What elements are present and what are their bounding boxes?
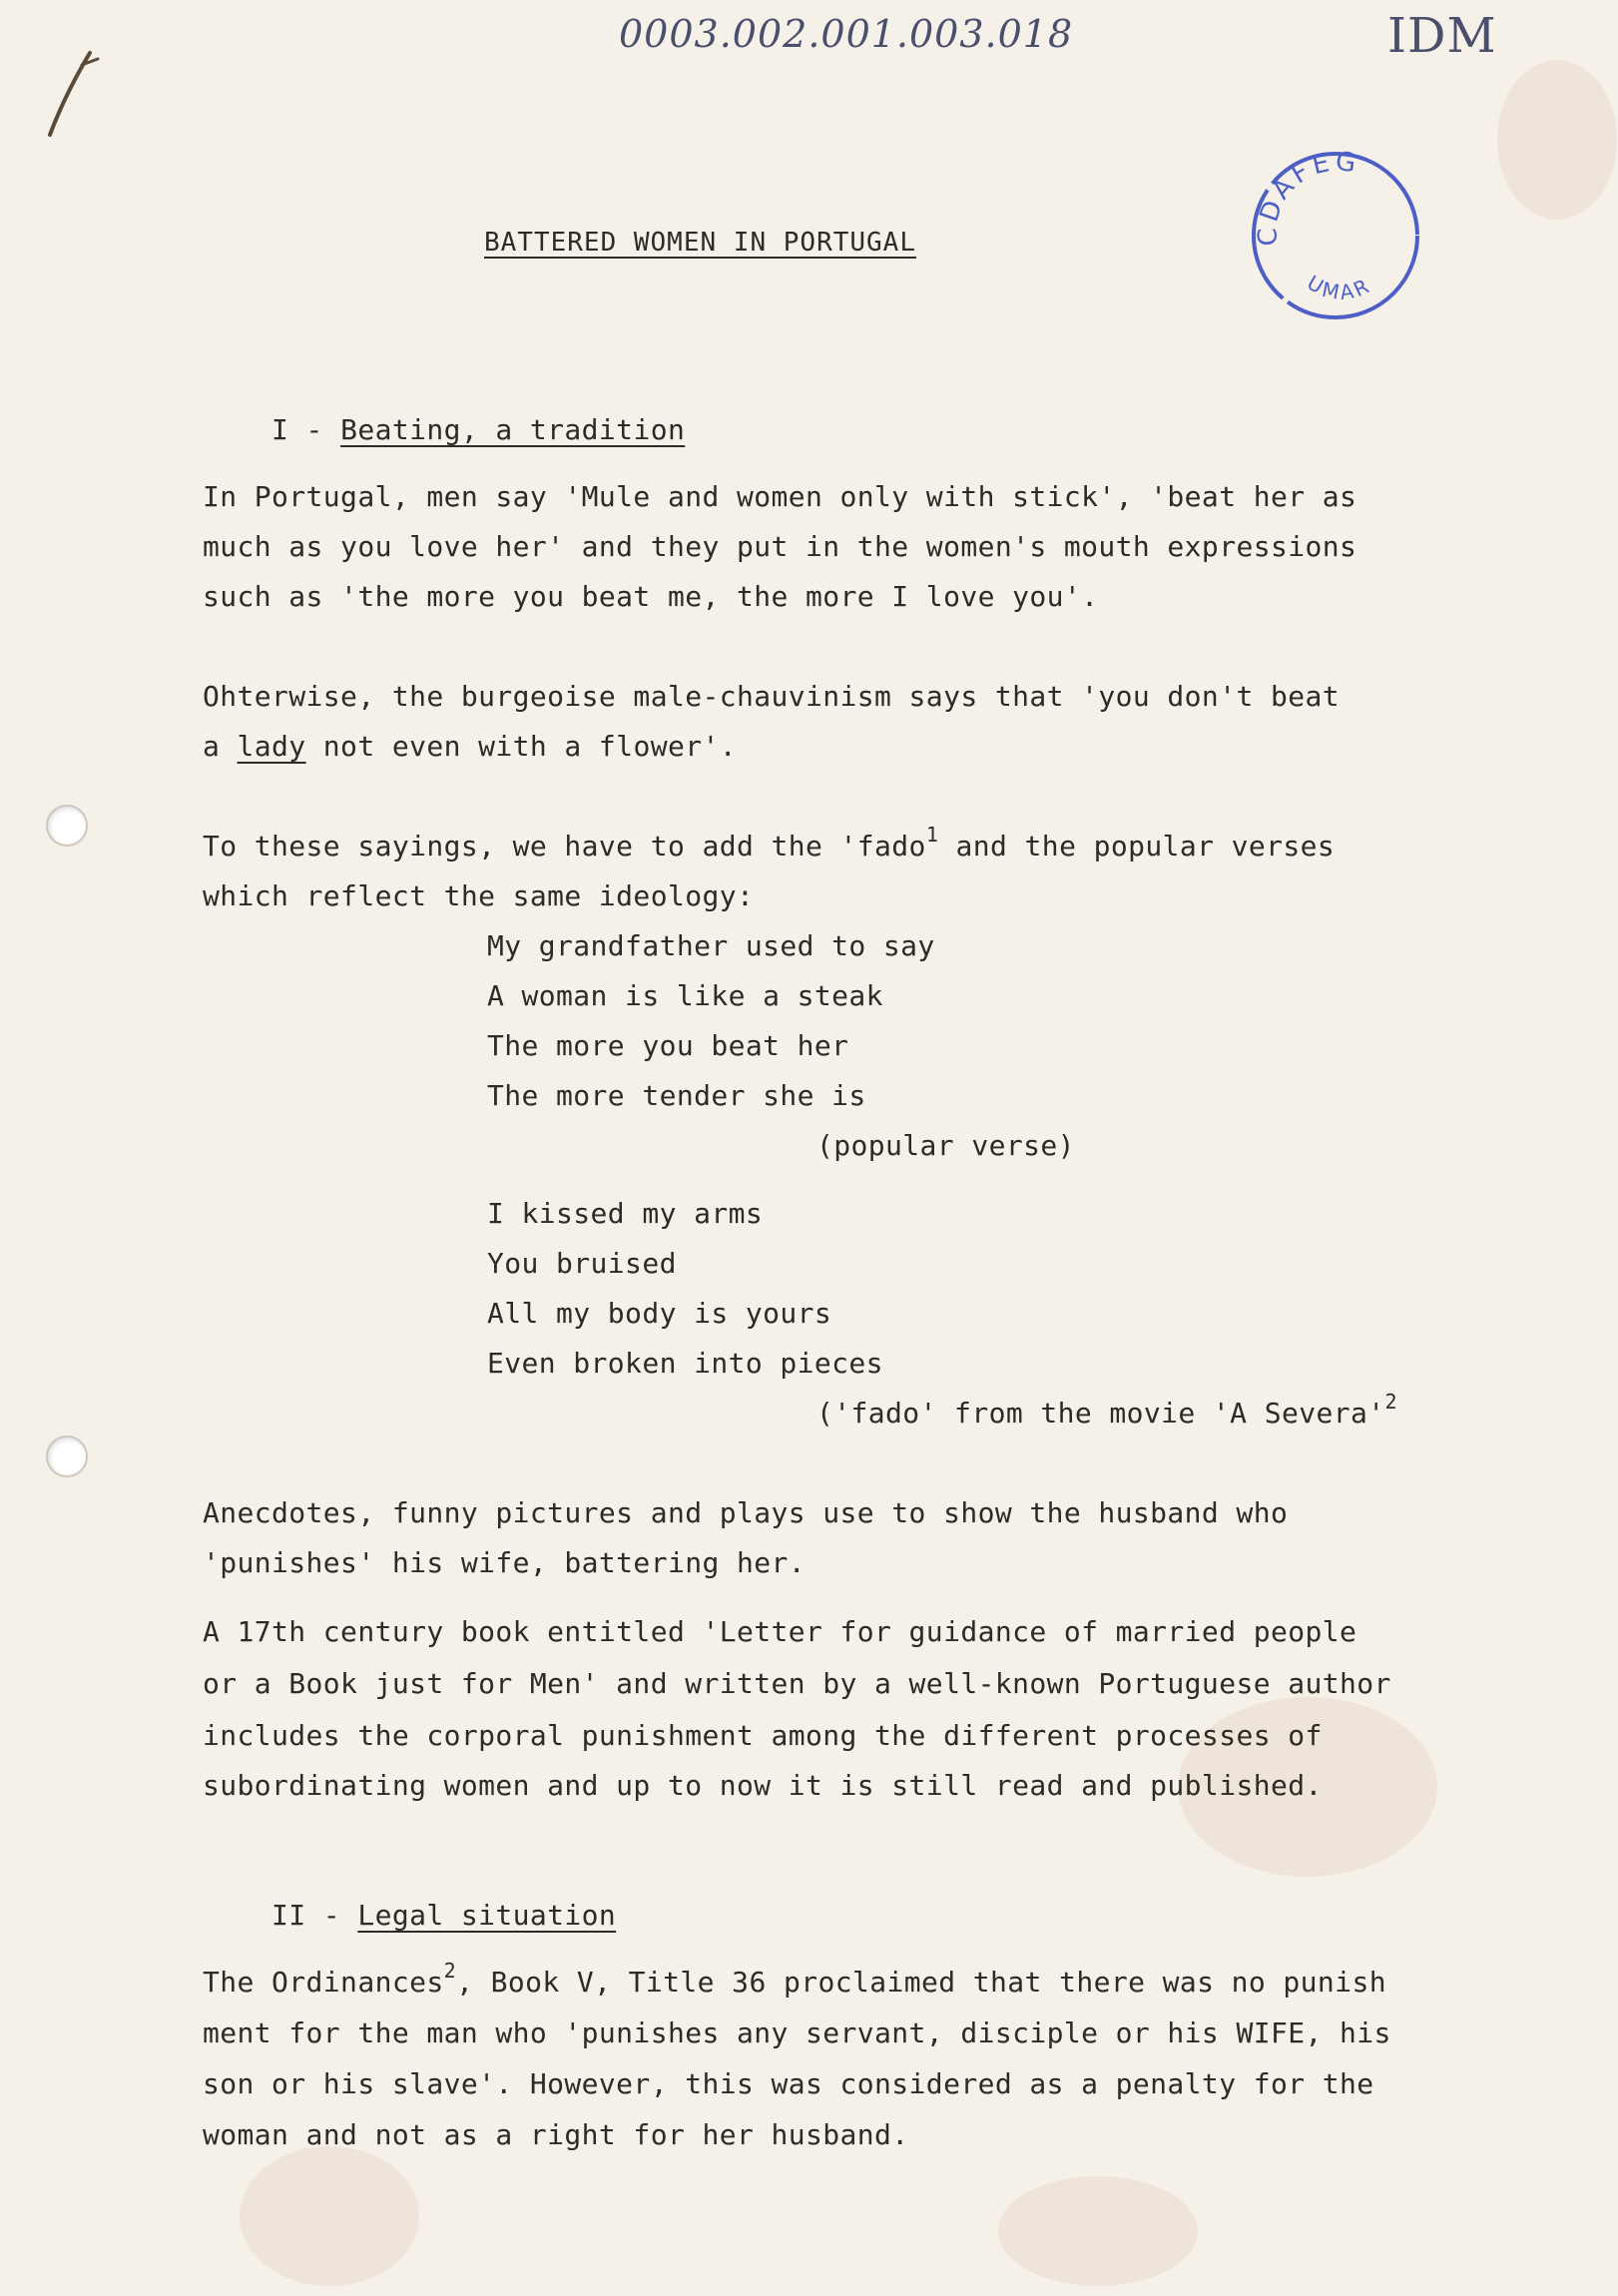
section-title: Beating, a tradition: [340, 413, 686, 446]
paper-stain: [1497, 60, 1617, 220]
verse-source: [816, 1390, 1397, 1433]
paper-stain: [998, 2176, 1198, 2286]
footnote-marker: 2: [443, 1959, 457, 1983]
verse-line: My grandfather used to say: [487, 929, 935, 962]
organization-stamp: [1250, 150, 1421, 321]
paragraph-line: much as you love her' and they put in the women's mouth expressions: [203, 530, 1357, 563]
paragraph-line: includes the corporal punishment among the different processes of: [203, 1719, 1323, 1752]
footnote-marker: 1: [925, 823, 939, 847]
paragraph-line: Ohterwise, the burgeoise male-chauvinism says that 'you don't beat: [203, 680, 1340, 713]
paragraph-line: ment for the man who 'punishes any servant, disciple or his WIFE, his: [203, 2016, 1391, 2049]
text-fragment: To these sayings, we have to add the 'fado: [203, 830, 926, 862]
verse-line: I kissed my arms: [487, 1197, 764, 1230]
paragraph-line: [203, 823, 1336, 865]
punch-hole-upper: [46, 805, 88, 847]
paragraph-line: Anecdotes, funny pictures and plays use to show the husband who: [203, 1496, 1289, 1529]
paragraph-line: [203, 1959, 1386, 2002]
verse-source: (popular verse): [816, 1129, 1075, 1162]
footnote-marker: 2: [1384, 1390, 1397, 1414]
archive-reference: 0003.002.001.003.018: [619, 12, 1074, 56]
margin-tick-mark: [40, 45, 110, 145]
paragraph-line: such as 'the more you beat me, the more I love you'.: [203, 580, 1099, 613]
collection-mark: IDM: [1387, 8, 1497, 64]
stamp-text-top: CDAFEG: [1253, 150, 1362, 247]
verse-line: A woman is like a steak: [487, 979, 883, 1012]
section-number: II -: [271, 1899, 358, 1932]
document-title: BATTERED WOMEN IN PORTUGAL: [484, 228, 916, 258]
verse-line: You bruised: [487, 1247, 677, 1280]
paragraph-line: 'punishes' his wife, battering her.: [203, 1546, 807, 1579]
paragraph-line: son or his slave'. However, this was considered as a penalty for the: [203, 2067, 1374, 2100]
paragraph-line: subordinating women and up to now it is still read and published.: [203, 1769, 1323, 1802]
paragraph-line: In Portugal, men say 'Mule and women only with stick', 'beat her as: [203, 480, 1357, 513]
verse-line: The more you beat her: [487, 1029, 849, 1062]
verse-line: All my body is yours: [487, 1297, 832, 1330]
paragraph-line: or a Book just for Men' and written by a well-known Portuguese author: [203, 1667, 1391, 1700]
section-number: I -: [271, 413, 341, 446]
paragraph-line: which reflect the same ideology:: [203, 879, 755, 912]
punch-hole-lower: [46, 1435, 88, 1477]
paragraph-line: A 17th century book entitled 'Letter for guidance of married people: [203, 1615, 1357, 1648]
underlined-word: lady: [237, 730, 306, 763]
svg-text:CDAFEG: [1253, 150, 1361, 247]
paragraph-line: [203, 730, 737, 764]
section-title: Legal situation: [357, 1899, 617, 1932]
stamp-text-bottom: UMAR: [1303, 270, 1375, 305]
text-fragment: The Ordinances: [203, 1966, 444, 1999]
section-heading-2: [203, 1865, 616, 1967]
text-fragment: not even with a flower'.: [305, 730, 737, 763]
text-fragment: a: [203, 730, 238, 763]
paragraph-line: woman and not as a right for her husband.: [203, 2118, 909, 2151]
verse-line: The more tender she is: [487, 1079, 866, 1112]
section-heading-1: [203, 379, 685, 481]
paper-stain: [240, 2146, 419, 2286]
svg-text:UMAR: [1303, 271, 1374, 304]
text-fragment: , Book V, Title 36 proclaimed that there was no punish: [456, 1966, 1386, 1999]
verse-line: Even broken into pieces: [487, 1347, 883, 1380]
text-fragment: and the popular verses: [938, 830, 1336, 862]
text-fragment: ('fado' from the movie 'A Severa': [816, 1397, 1385, 1430]
